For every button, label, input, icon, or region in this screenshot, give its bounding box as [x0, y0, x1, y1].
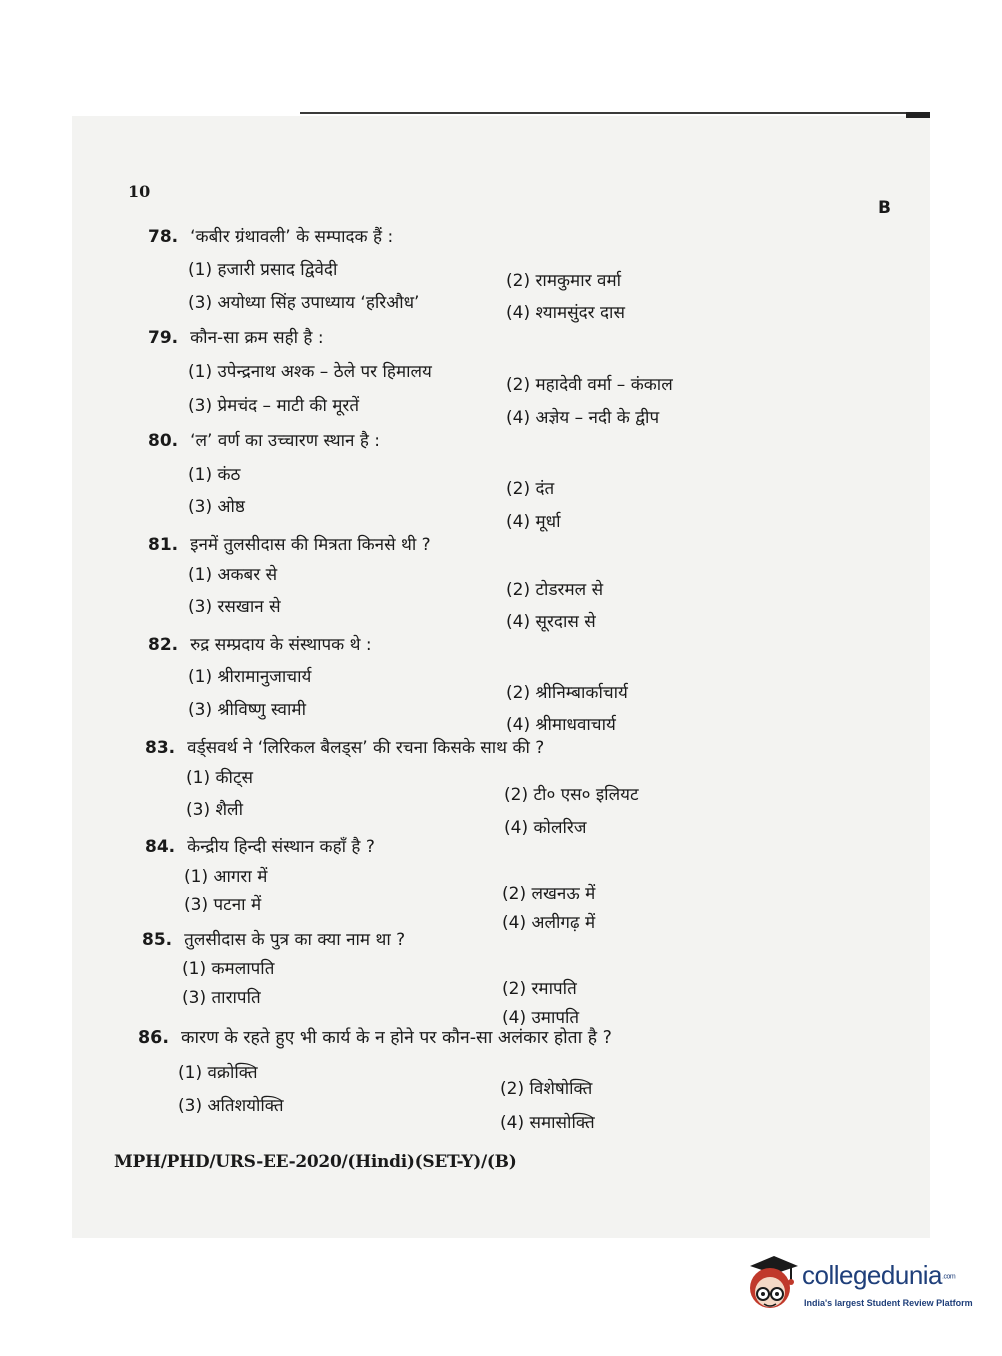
option-82-4[interactable]: (4) श्रीमाधवाचार्य — [506, 715, 616, 735]
question-86 — [138, 1025, 612, 1049]
option-85-4[interactable]: (4) उमापति — [502, 1008, 580, 1028]
option-83-4[interactable]: (4) कोलरिज — [504, 818, 587, 838]
question-text: केन्द्रीय हिन्दी संस्थान कहाँ है ? — [187, 837, 375, 857]
option-84-4[interactable]: (4) अलीगढ़ में — [502, 913, 596, 933]
option-78-1[interactable]: (1) हजारी प्रसाद द्विवेदी — [188, 260, 338, 280]
option-86-3[interactable]: (3) अतिशयोक्ति — [178, 1096, 284, 1116]
option-84-3[interactable]: (3) पटना में — [184, 895, 262, 915]
option-80-4[interactable]: (4) मूर्धा — [506, 512, 561, 532]
logo-name: collegedunia.com — [802, 1260, 956, 1290]
option-78-3[interactable]: (3) अयोध्या सिंह उपाध्याय ‘हरिऔध’ — [188, 293, 420, 313]
option-81-1[interactable]: (1) अकबर से — [188, 565, 278, 585]
question-83 — [145, 735, 544, 758]
question-number: 80. — [148, 431, 179, 451]
question-text: इनमें तुलसीदास की मित्रता किनसे थी ? — [190, 535, 431, 555]
page-number: 10 — [128, 182, 151, 201]
question-number: 81. — [148, 535, 179, 555]
option-85-1[interactable]: (1) कमलापति — [182, 959, 275, 979]
question-text: कारण के रहते हुए भी कार्य के न होने पर कौन-सा अलंकार होता है ? — [181, 1028, 612, 1048]
option-80-1[interactable]: (1) कंठ — [188, 465, 241, 485]
question-number: 86. — [138, 1028, 170, 1048]
question-number: 79. — [148, 328, 179, 348]
question-text: तुलसीदास के पुत्र का क्या नाम था ? — [184, 930, 406, 950]
question-81 — [148, 532, 431, 555]
question-78 — [148, 224, 393, 247]
page-edge-line — [300, 112, 930, 114]
option-82-2[interactable]: (2) श्रीनिम्बार्काचार्य — [506, 683, 628, 703]
option-81-4[interactable]: (4) सूरदास से — [506, 612, 596, 632]
question-84 — [145, 834, 375, 857]
question-text: रुद्र सम्प्रदाय के संस्थापक थे : — [190, 635, 372, 655]
question-text: ‘कबीर ग्रंथावली’ के सम्पादक हैं : — [190, 227, 394, 247]
question-number: 82. — [148, 635, 179, 655]
option-82-3[interactable]: (3) श्रीविष्णु स्वामी — [188, 700, 306, 720]
option-80-3[interactable]: (3) ओष्ठ — [188, 497, 245, 517]
question-79 — [148, 325, 324, 348]
question-80 — [148, 428, 380, 451]
set-letter: B — [878, 198, 891, 218]
option-80-2[interactable]: (2) दंत — [506, 479, 555, 499]
option-84-2[interactable]: (2) लखनऊ में — [502, 884, 596, 904]
logo-tagline: India's largest Student Review Platform — [804, 1298, 973, 1308]
question-number: 84. — [145, 837, 176, 857]
option-83-3[interactable]: (3) शैली — [186, 800, 243, 820]
paper-code: MPH/PHD/URS-EE-2020/(Hindi)(SET-Y)/(B) — [114, 1152, 517, 1172]
option-86-2[interactable]: (2) विशेषोक्ति — [500, 1079, 593, 1099]
collegedunia-logo[interactable] — [744, 1252, 974, 1322]
option-79-3[interactable]: (3) प्रेमचंद – माटी की मूरतें — [188, 396, 360, 416]
page-edge-mark — [906, 112, 930, 118]
question-text: ‘ल’ वर्ण का उच्चारण स्थान है : — [190, 431, 380, 451]
question-82 — [148, 632, 372, 655]
option-83-2[interactable]: (2) टी० एस० इलियट — [504, 785, 639, 805]
option-79-4[interactable]: (4) अज्ञेय – नदी के द्वीप — [506, 408, 660, 428]
question-number: 78. — [148, 227, 179, 247]
option-83-1[interactable]: (1) कीट्स — [186, 768, 254, 788]
option-86-4[interactable]: (4) समासोक्ति — [500, 1113, 595, 1133]
option-85-2[interactable]: (2) रमापति — [502, 979, 577, 999]
option-78-2[interactable]: (2) रामकुमार वर्मा — [506, 271, 622, 291]
option-82-1[interactable]: (1) श्रीरामानुजाचार्य — [188, 667, 312, 687]
option-84-1[interactable]: (1) आगरा में — [184, 867, 268, 887]
question-85 — [142, 927, 405, 950]
question-number: 85. — [142, 930, 173, 950]
question-text: कौन-सा क्रम सही है : — [190, 328, 324, 348]
mascot-icon — [744, 1252, 800, 1318]
option-86-1[interactable]: (1) वक्रोक्ति — [178, 1063, 258, 1083]
question-text: वर्ड्सवर्थ ने ‘लिरिकल बैलड्स’ की रचना किसके साथ की ? — [187, 738, 545, 758]
option-78-4[interactable]: (4) श्यामसुंदर दास — [506, 303, 625, 323]
question-number: 83. — [145, 738, 176, 758]
option-81-3[interactable]: (3) रसखान से — [188, 597, 281, 617]
option-85-3[interactable]: (3) तारापति — [182, 988, 261, 1008]
option-81-2[interactable]: (2) टोडरमल से — [506, 580, 604, 600]
option-79-2[interactable]: (2) महादेवी वर्मा – कंकाल — [506, 375, 673, 395]
option-79-1[interactable]: (1) उपेन्द्रनाथ अश्क – ठेले पर हिमालय — [188, 362, 432, 382]
